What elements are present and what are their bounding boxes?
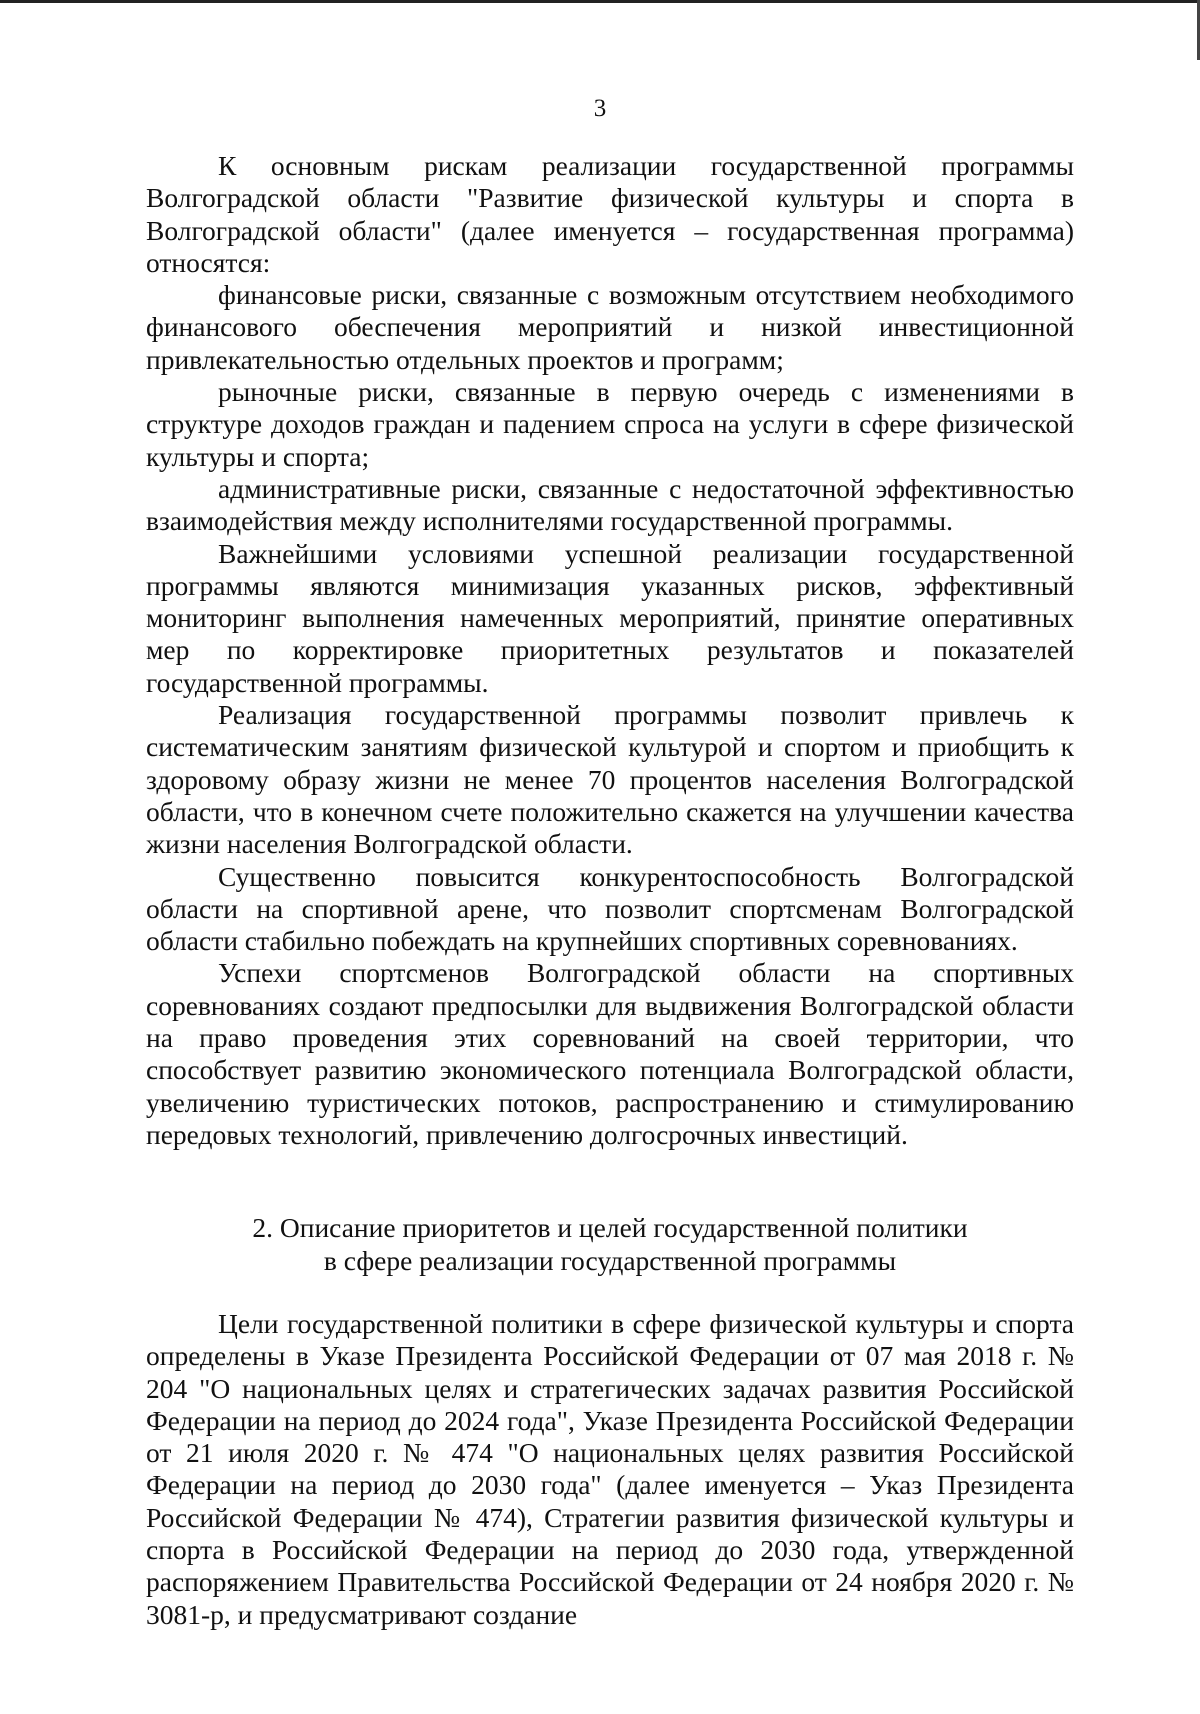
section-body <box>146 1308 1074 1631</box>
paragraph-competitiveness: Существенно повысится конкурентоспособность Волгоградской области на спортивной арене, что позволит спортсменам Волгоградской области стабильно побеждать на крупнейших спортивных соревнованиях. <box>146 860 1074 957</box>
paragraph-risks-intro: К основным рискам реализации государственной программы Волгоградской области "Развитие физической культуры и спорта в Волгоградской области" (далее именуется – государственная программа) относятся: <box>146 150 1074 278</box>
paragraph-athlete-success: Успехи спортсменов Волгоградской области на спортивных соревнованиях создают предпосылки для выдвижения Волгоградской области на право проведения этих соревнований на своей территории, что способствует развитию экономического потенциала Волгоградской области, увеличению туристических потоков, распространению и стимулированию передовых технологий, привлечению долгосрочных инвестиций. <box>146 957 1074 1150</box>
paragraph-financial-risks: финансовые риски, связанные с возможным отсутствием необходимого финансового обеспечения мероприятий и низкой инвестиционной привлекательностью отдельных проектов и программ; <box>146 279 1074 375</box>
section-heading <box>146 1211 1074 1277</box>
scan-border-top <box>0 0 1200 3</box>
paragraph-administrative-risks: административные риски, связанные с недостаточной эффективностью взаимодействия между исполнителями государственной программы. <box>146 472 1074 537</box>
section-heading-line-2: в сфере реализации государственной программы <box>323 1245 897 1276</box>
page-number: 3 <box>593 95 607 122</box>
section-heading-line-1: 2. Описание приоритетов и целей государственной политики <box>252 1212 968 1243</box>
paragraph-policy-goals: Цели государственной политики в сфере физической культуры и спорта определены в Указе Президента Российской Федерации от 07 мая 2018 г. № 204 "О национальных целях и стратегических задачах развития Российской Федерации на период до 2024 года", Указе Президента Российской Федерации от 21 июля 2020 г. № 474 "О национальных целях развития Российской Федерации на период до 2030 года" (далее именуется – Указ Президента Российской Федерации № 474), Стратегии развития физической культуры и спорта в Российской Федерации на период до 2030 года, утвержденной распоряжением Правительства Российской Федерации от 24 ноября 2020 г. № 3081-р, и предусматривают создание <box>146 1308 1074 1630</box>
paragraph-success-conditions: Важнейшими условиями успешной реализации государственной программы являются минимизация указанных рисков, эффективный мониторинг выполнения намеченных мероприятий, принятие оперативных мер по корректировке приоритетных результатов и показателей государственной программы. <box>146 537 1074 698</box>
paragraph-program-outcome: Реализация государственной программы позволит привлечь к систематическим занятиям физической культурой и спортом и приобщить к здоровому образу жизни не менее 70 процентов населения Волгоградской области, что в конечном счете положительно скажется на улучшении качества жизни населения Волгоградской области. <box>146 699 1074 860</box>
document-body <box>146 150 1074 1151</box>
paragraph-market-risks: рыночные риски, связанные в первую очередь с изменениями в структуре доходов граждан и падением спроса на услуги в сфере физической культуры и спорта; <box>146 376 1074 472</box>
